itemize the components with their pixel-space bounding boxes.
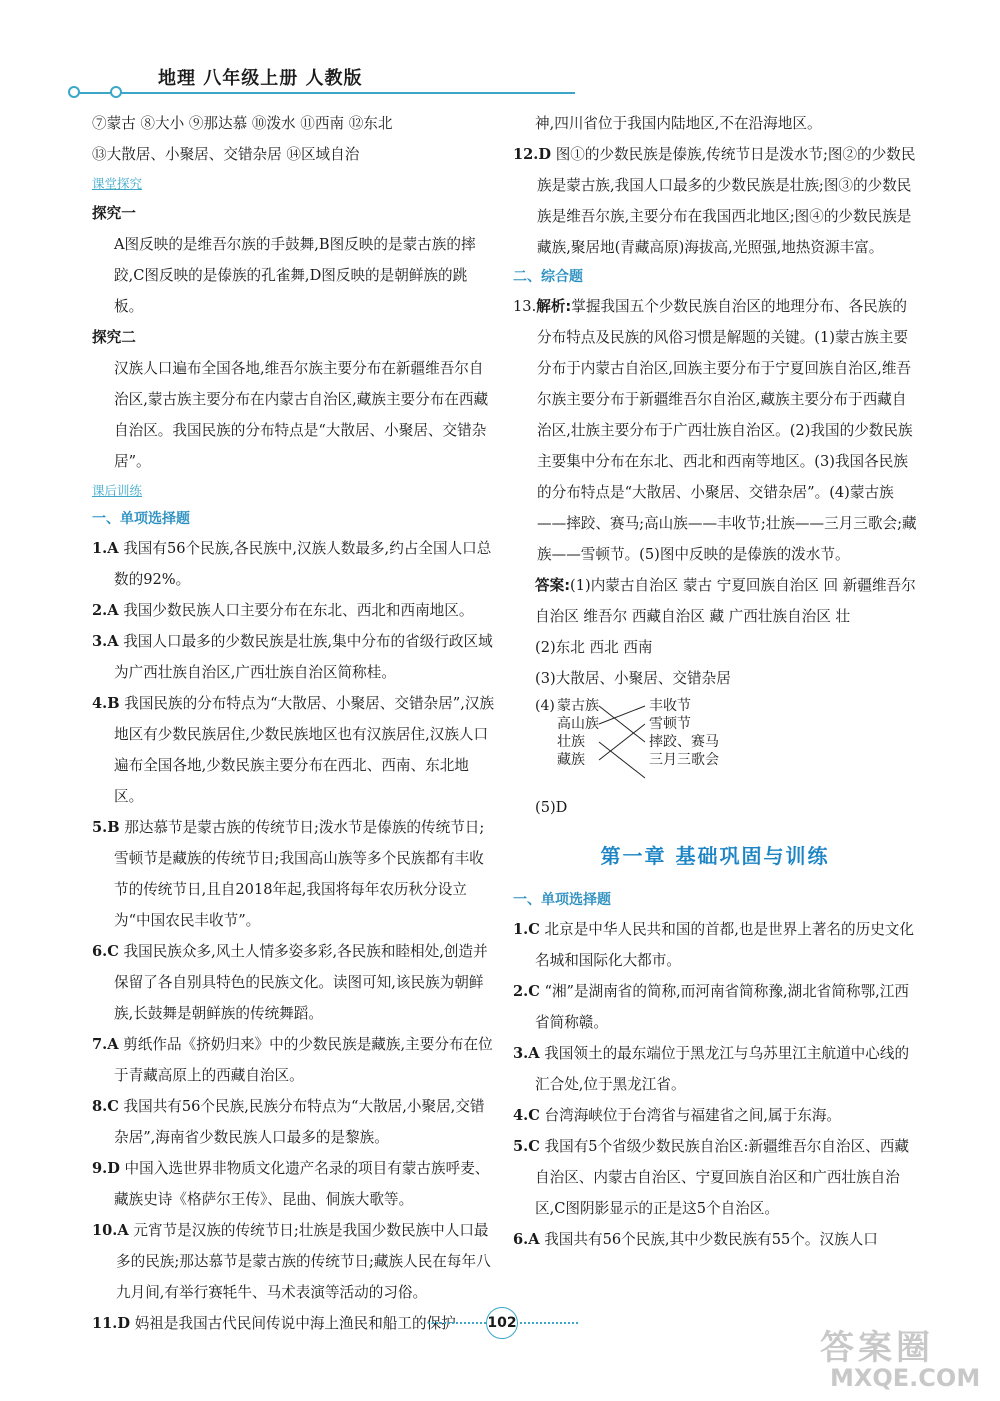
fill-line-1: ⑦蒙古 ⑧大小 ⑨那达慕 ⑩泼水 ⑪西南 ⑫东北 [92, 115, 393, 132]
header-dot-mid [110, 86, 122, 98]
watermark-logo: 答案圈 [820, 1328, 934, 1368]
match-left-item: 壮族 [557, 734, 585, 750]
match-right-item: 雪顿节 [649, 716, 691, 732]
watermark-url: MXQE.COM [830, 1364, 981, 1392]
answer-13-part2: (2)东北 西北 西南 [535, 639, 653, 656]
header-rule [70, 92, 575, 94]
answer-item: 6.A 我国共有56个民族,其中少数民族有55个。汉族人口 [513, 1231, 878, 1248]
footer-dots-left [428, 1322, 486, 1324]
answer-item: 2.C “湘”是湖南省的简称,而河南省简称豫,湖北省简称鄂,江西省简称赣。 [513, 983, 909, 1031]
answer-item: 12.D 图①的少数民族是傣族,传统节日是泼水节;图②的少数民族是蒙古族,我国人口最多的少数民族是壮族;图③的少数民族是维吾尔族,主要分布在我国西北地区;图④的少数民族是藏族,聚居地(青藏高原)海拔高,光照强,地热资源丰富。 [513, 146, 916, 256]
fill-line-2: ⑬大散居、小聚居、交错杂居 ⑭区域自治 [92, 146, 360, 163]
section-single-choice: 一、单项选择题 [92, 511, 190, 527]
answer-item: 3.A 我国领土的最东端位于黑龙江与乌苏里江主航道中心线的汇合处,位于黑龙江省。 [513, 1045, 910, 1093]
answer-item: 5.B 那达慕节是蒙古族的传统节日;泼水节是傣族的传统节日;雪顿节是藏族的传统节日;我国高山族等多个民族都有丰收节的传统节日,且自2018年起,我国将每年农历秋分设立为“中国农民丰收节”。 [92, 819, 485, 929]
answer-item: 11.D 妈祖是我国古代民间传说中海上渔民和船工的保护 [92, 1315, 456, 1332]
footer-dots-right [520, 1322, 578, 1324]
page-header-title: 地理 八年级上册 人教版 [158, 68, 363, 89]
answer-13-analysis: 13.解析:掌握我国五个少数民族自治区的地理分布、各民族的分布特点及民族的风俗习惯是解题的关键。(1)蒙古族主要分布于内蒙古自治区,回族主要分布于宁夏回族自治区,维吾尔族主要分布于新疆维吾尔自治区,藏族主要分布于西藏自治区,壮族主要分布于广西壮族自治区。(2)我国的少数民族主要集中分布在东北、西北和西南等地区。(3)我国各民族的分布特点是“大散居、小聚居、交错杂居”。(4)蒙古族——摔跤、赛马;高山族——丰收节;壮族——三月三歌会;藏族——雪顿节。(5)图中反映的是傣族的泼水节。 [513, 298, 917, 563]
answer-item: 1.A 我国有56个民族,各民族中,汉族人数最多,约占全国人口总数的92%。 [92, 540, 492, 588]
match-left-item: 藏族 [557, 752, 585, 768]
section-comprehensive: 二、综合题 [513, 269, 583, 285]
answer-13-part5: (5)D [535, 799, 568, 816]
left-column [92, 108, 496, 1339]
tanjiu1-title: 探究一 [92, 205, 136, 222]
answer-item: 10.A 元宵节是汉族的传统节日;壮族是我国少数民族中人口最多的民族;那达慕节是蒙古族的传统节日;藏族人民在每年八九月间,有举行赛牦牛、马术表演等活动的习俗。 [92, 1222, 491, 1301]
answer-item: 3.A 我国人口最多的少数民族是壮族,集中分布的省级行政区域为广西壮族自治区,广西壮族自治区简称桂。 [92, 633, 493, 681]
right-column [513, 108, 917, 1255]
answer-13-key: 答案:(1)内蒙古自治区 蒙古 宁夏回族自治区 回 新疆维吾尔自治区 维吾尔 西藏自治区 藏 广西壮族自治区 壮 [535, 577, 916, 625]
match-left-item: 蒙古族 [557, 698, 599, 714]
tanjiu1-text: A图反映的是维吾尔族的手鼓舞,B图反映的是蒙古族的摔跤,C图反映的是傣族的孔雀舞,D图反映的是朝鲜族的跳板。 [114, 236, 476, 315]
match-right-item: 三月三歌会 [649, 752, 719, 768]
matching-diagram [513, 696, 917, 788]
answer-item: 4.B 我国民族的分布特点为“大散居、小聚居、交错杂居”,汉族地区有少数民族居住,少数民族地区也有汉族居住,汉族人口遍布全国各地,少数民族主要分布在西北、西南、东北地区。 [92, 695, 495, 805]
match-prefix: (4) [535, 698, 555, 714]
section-ketang-tanjiu: 课堂探究 [92, 176, 143, 191]
answer-item: 8.C 我国共有56个民族,民族分布特点为“大散居,小聚居,交错杂居”,海南省少数民族人口最多的是黎族。 [92, 1098, 485, 1146]
answer-item: 2.A 我国少数民族人口主要分布在东北、西北和西南地区。 [92, 602, 474, 619]
section-kehou-xunlian: 课后训练 [92, 483, 143, 498]
answer-item: 4.C 台湾海峡位于台湾省与福建省之间,属于东海。 [513, 1107, 842, 1124]
page-number: 102 [486, 1307, 518, 1339]
answer-11-continued: 神,四川省位于我国内陆地区,不在沿海地区。 [535, 115, 822, 132]
match-right-item: 丰收节 [649, 698, 691, 714]
section-single-choice-2: 一、单项选择题 [513, 892, 611, 908]
answer-13-part3: (3)大散居、小聚居、交错杂居 [535, 670, 731, 687]
answer-item: 6.C 我国民族众多,风土人情多姿多彩,各民族和睦相处,创造并保留了各自别具特色的民族文化。读图可知,该民族为朝鲜族,长鼓舞是朝鲜族的传统舞蹈。 [92, 943, 488, 1022]
header-dot-left [68, 86, 80, 98]
match-right-item: 摔跤、赛马 [649, 734, 719, 750]
answer-item: 1.C 北京是中华人民共和国的首都,也是世界上著名的历史文化名城和国际化大都市。 [513, 921, 914, 969]
answer-item: 5.C 我国有5个省级少数民族自治区:新疆维吾尔自治区、西藏自治区、内蒙古自治区、宁夏回族自治区和广西壮族自治区,C图阴影显示的正是这5个自治区。 [513, 1138, 909, 1217]
tanjiu2-text: 汉族人口遍布全国各地,维吾尔族主要分布在新疆维吾尔自治区,蒙古族主要分布在内蒙古自治区,藏族主要分布在西藏自治区。我国民族的分布特点是“大散居、小聚居、交错杂居”。 [114, 360, 489, 470]
answer-item: 7.A 剪纸作品《挤奶归来》中的少数民族是藏族,主要分布在位于青藏高原上的西藏自治区。 [92, 1036, 493, 1084]
match-left-item: 高山族 [557, 716, 599, 732]
chapter-title: 第一章 基础巩固与训练 [600, 844, 830, 868]
answer-item: 9.D 中国入选世界非物质文化遗产名录的项目有蒙古族呼麦、藏族史诗《格萨尔王传》、昆曲、侗族大歌等。 [92, 1160, 490, 1208]
tanjiu2-title: 探究二 [92, 329, 136, 346]
